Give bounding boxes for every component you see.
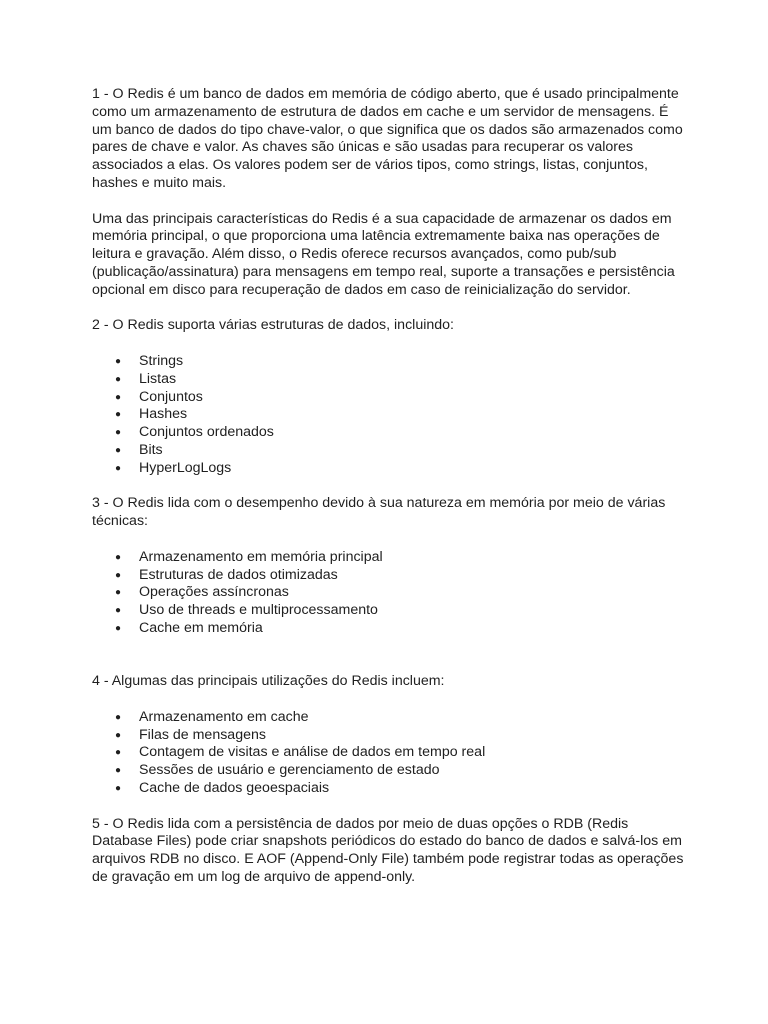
list-item: ● Sessões de usuário e gerenciamento de estado [115,762,440,779]
list-item: ● Operações assíncronas [115,584,289,601]
section-2-list [92,353,688,478]
bullet-icon: ● [115,444,122,456]
list-item: ● Armazenamento em cache [115,708,309,725]
section-4-list [92,709,688,798]
document-page [92,86,688,887]
section-3-intro: 3 - O Redis lida com o desempenho devido à sua natureza em memória por meio de várias técnicas: [92,495,666,530]
list-item: ● Contagem de visitas e análise de dados em tempo real [115,744,486,761]
list-item: ● Bits [115,441,163,458]
bullet-icon: ● [115,587,122,599]
section-3-list [92,549,688,638]
list-item: ● Estruturas de dados otimizadas [115,566,338,583]
bullet-icon: ● [115,747,122,759]
bullet-icon: ● [115,783,122,795]
list-item: ● Filas de mensagens [115,726,266,743]
list-item: ● Strings [115,352,184,369]
bullet-icon: ● [115,427,122,439]
bullet-icon: ● [115,605,122,617]
list-item: ● Cache de dados geoespaciais [115,780,330,797]
list-item: ● Armazenamento em memória principal [115,548,383,565]
section-1-paragraph-2: Uma das principais características do Redis é a sua capacidade de armazenar os dados em memória principal, o que proporciona uma latência extremamente baixa nas operações de leitura e gravação. Além disso, o Redis oferece recursos avançados, como pub/sub (publicação/assinatura) para mensagens em tempo real, suporte a transações e persistência opcional em disco para recuperação de dados em caso de reinicialização do servidor. [92,210,675,298]
bullet-icon: ● [115,355,122,367]
section-5-paragraph: 5 - O Redis lida com a persistência de dados por meio de duas opções o RDB (Redis Database Files) pode criar snapshots periódicos do estado do banco de dados e salvá-los em arquivos RDB no disco. E AOF (Append-Only File) também pode registrar todas as operações de gravação em um log de arquivo de append-only. [92,815,684,886]
list-item: ● Listas [115,370,177,387]
section-1-paragraph-1: 1 - O Redis é um banco de dados em memória de código aberto, que é usado principalmente como um armazenamento de estrutura de dados em cache e um servidor de mensagens. É um banco de dados do tipo chave-valor, o que significa que os dados são armazenados como pares de chave e valor. As chaves são únicas e são usadas para recuperar os valores associados a elas. Os valores podem ser de vários tipos, como strings, listas, conjuntos, hashes e muito mais. [92,86,683,191]
bullet-icon: ● [115,373,122,385]
bullet-icon: ● [115,622,122,634]
bullet-icon: ● [115,765,122,777]
section-2-intro: 2 - O Redis suporta várias estruturas de dados, incluindo: [92,317,454,334]
bullet-icon: ● [115,409,122,421]
bullet-icon: ● [115,711,122,723]
bullet-icon: ● [115,391,122,403]
bullet-icon: ● [115,569,122,581]
list-item: ● Conjuntos [115,388,203,405]
bullet-icon: ● [115,551,122,563]
bullet-icon: ● [115,729,122,741]
bullet-icon: ● [115,462,122,474]
list-item: ● Cache em memória [115,619,263,636]
list-item: ● Uso de threads e multiprocessamento [115,602,378,619]
list-item: ● HyperLogLogs [115,459,232,476]
list-item: ● Conjuntos ordenados [115,424,274,441]
list-item: ● Hashes [115,406,188,423]
section-4-intro: 4 - Algumas das principais utilizações do Redis incluem: [92,673,445,690]
